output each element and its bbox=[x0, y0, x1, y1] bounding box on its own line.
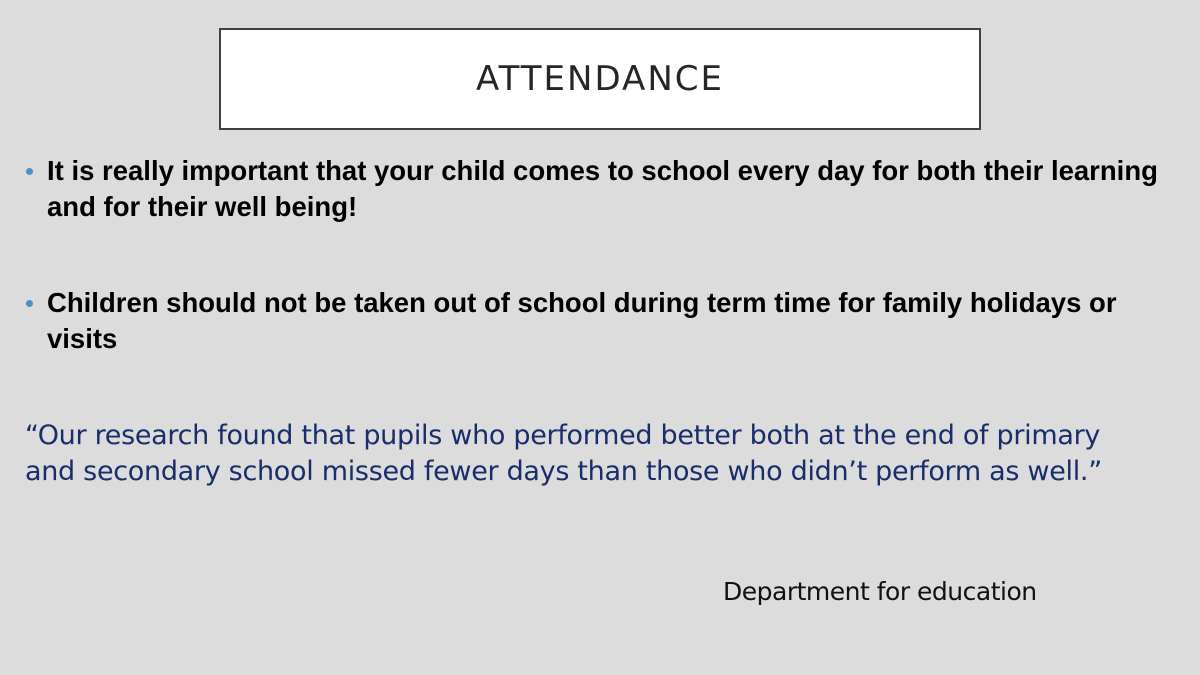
quote-source: Department for education bbox=[723, 577, 1037, 606]
slide-title: ATTENDANCE bbox=[476, 59, 724, 99]
bullet-dot-icon bbox=[26, 300, 33, 307]
bullet-text: It is really important that your child comes to school every day for both their learning and for their well being! bbox=[47, 155, 1158, 222]
bullet-dot-icon bbox=[26, 168, 33, 175]
bullet-text: Children should not be taken out of school during term time for family holidays or visits bbox=[47, 287, 1117, 354]
bullet-item-term-time-holidays bbox=[24, 285, 1187, 357]
bullet-item-attendance-importance bbox=[24, 153, 1187, 225]
research-quote: “Our research found that pupils who performed better both at the end of primary and secondary school missed fewer days than those who didn’t perform as well.” bbox=[25, 420, 1102, 487]
slide-title-box bbox=[219, 28, 981, 130]
